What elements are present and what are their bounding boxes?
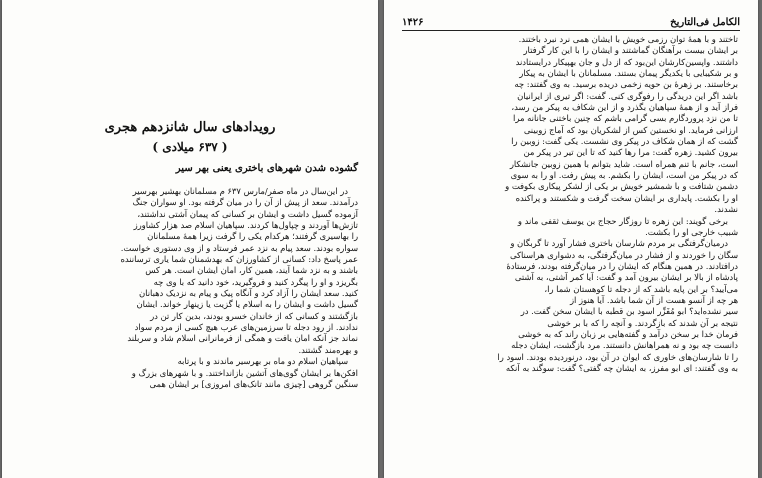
left-page-body (24, 186, 358, 390)
text-line: باشد اگر این دریدگی را رفوگری کنی. گفت: اگر تیری از ایرانیان (517, 90, 738, 101)
text-line: فرمان خدا بر سخن درآمد و گفته‌هایی بر زبان راند که به خوشی (518, 328, 738, 339)
text-line: عمر پاسخ داد: کسانی از کشاورزان که بهدشمنان شما یاری ترساننده (120, 254, 358, 265)
text-line: بازگشتند و کسانی که از خاندان خسرو بودند، بدین کار تن در (150, 310, 358, 321)
text-line: نتیجه بر آن شدند که بازگردند. و آنچه را که با بر خوشی (547, 317, 738, 328)
text-line: را بهاسیری گرفتند؛ هرکدام یکی را گرفت زیرا همهٔ مسلمانان (147, 231, 358, 242)
left-page (2, 0, 378, 478)
text-line: باشند و به نزد شما آیند، همین کار، امان ایشان است. هر کس (145, 265, 358, 276)
text-line: شبیب خارجی او را بکشت. (645, 226, 738, 237)
text-line: می‌آیید؟ بر این پایه باشد که از دجله تا کوهستان شما را، (544, 283, 738, 294)
text-line: درمیان‌گرفتگی بر مردم شارسان باختری فشار آورد تا گربگان و (510, 238, 728, 249)
chapter-title: رویدادهای سال شانزدهم هجری (104, 120, 276, 135)
text-line: پادشاه از بالا بر ایشان بیرون آمد و گفت: آیا کمر آشتی، به آشتی (514, 272, 738, 283)
running-header (402, 14, 740, 31)
right-page (384, 0, 758, 478)
text-line: بگریزد و او را پیگرد کنید و فروگیرید، خود دانید که با وی چه (153, 276, 358, 287)
page-number: ۱۴۲۶ (402, 17, 424, 28)
text-line: گشت که از همان شکاف در پیکر وی نشست. یکی گفت: زوبین را (511, 136, 738, 147)
text-line: سگان را خوردند و از فشار در میان‌گرفتگی، به دشواری هراسناکی (509, 249, 738, 260)
text-line: گسیل داشت و ایشان را به اسلام یا گزیت یا زینهار خواند. ایشان (136, 299, 358, 310)
text-line: را تا شارسان‌های خاوری که ایوان در آن بود، درنوردیده بودند. اسود را (497, 351, 738, 362)
text-line: تا من نزد پروردگارم بسی گرامی باشم که چنین باختنی جانانه مرا (513, 113, 738, 124)
text-line: کنید. سعد ایشان را آزاد کرد و آنگاه پیک و پیام به نزدیک دهبانان (139, 288, 358, 299)
text-line: آزموده گسیل داشت و ایشان بر کسانی که پیمان آشتی نداشتند، (137, 208, 358, 219)
text-line: و بهره‌مند گشتند. (298, 344, 358, 355)
text-line: بر ایشان بیست برآهنگان گماشتند و ایشان را با این کار گرفتار (523, 45, 738, 56)
chapter-subtitle: ( ۶۳۷ میلادی ) (152, 140, 228, 154)
text-line: سیر نشده‌اید؟ ابو مُفَزِّر اسود بن قطبه با ایشان سخن گفت. در (520, 306, 738, 317)
text-line: افکن‌ها بر ایشان گوی‌های آتشین بازانداختند. و با شهرهای بزرگ و (131, 367, 358, 378)
text-line: او را بکشت. پایداری بر ایشان سخت گرفت و شکستند و پراکنده (515, 192, 738, 203)
text-line: و بر شکیبایی با یکدیگر پیمان بستند. مسلمانان با ایشان به پیکار (519, 68, 738, 79)
text-line: سواره بودند. سعد پیام به نزد عمر فرستاد و از وی دستوری خواست. (120, 242, 358, 253)
text-line: نشدند. (714, 204, 738, 215)
text-line: دشمن شتافت و با شمشیر خویش بر یکی از لشکر پیکاری بکوفت و (505, 181, 738, 192)
text-line: در این‌سال در ماه صفر/مارس ۶۳۷ م مسلمانان بهشیر بهرسیر (132, 186, 348, 196)
text-line: درافتادند. در همین هنگام که ایشان را در میان‌گرفته بودند، فرستادهٔ (506, 260, 738, 271)
text-line: داشتند. واپسین‌کارشان این‌بود که از دل و جان بهپیکار درایستادند (515, 56, 738, 67)
text-line: تاختند و با همهٔ توان رزمی خویش با ایشان همی نرد نبرد باختند. (518, 34, 738, 44)
text-line: نماند جز آنکه امان یافت و همگی از فرمانرانی اسلام شاد و سربلند (127, 333, 358, 344)
right-page-body (406, 34, 738, 374)
text-line: سنگین گروهی [چیزی مانند تانک‌های امروزی] بر ایشان همی (149, 378, 358, 389)
text-line: به وی گفتند: ای ابو مفرز، به ایشان چه گفتی؟ گفت: سوگند به آنکه (505, 362, 738, 373)
text-line: تازش‌ها آوردند و چپاول‌ها کردند. سپاهیان اسلام صد هزار کشاورز (133, 220, 358, 231)
text-line: که در پیکر من است، ایشان را بکشم. به پیش رفت. او را به سوی (510, 170, 738, 181)
book-title: الکامل فی‌التاریخ (670, 17, 740, 28)
text-line: سپاهیان اسلام دو ماه بر بهرسیر ماندند و با پرتابه (177, 356, 348, 367)
text-line: هر چه از آنسو هست از آن شما باشد. آیا هنوز از (569, 294, 738, 305)
section-title: گشوده شدن شهرهای باختری یعنی بهر سیر (175, 163, 358, 174)
text-line: ارزانی فرماید. او نخستین کس از لشکریان بود که آماج زوبینی (523, 124, 738, 135)
text-line: ندادند. از رود دجله تا سرزمین‌های عرب هیچ کسی از مردم سواد (134, 322, 358, 333)
text-line: دانست چه بود و نه همراهانش دانستند. مرد بازگشت، ایشان دجله (511, 340, 738, 351)
text-line: است، جانم با تنم همراه است. شاید بتوانم با همین زوبین جانشکار (509, 158, 738, 169)
text-line: درآمدند. سعد از پیش از آن را در میان گرفته بود. او سواران جنگ (132, 197, 358, 208)
text-line: بیرون کشید. زهره گفت: مرا رها کنید که تا این تیر در پیکر من (523, 147, 738, 158)
text-line: برخی گویند: این زهره تا روزگار حجاج بن یوسف ثقفی ماند و (517, 215, 728, 226)
text-line: فراز آید و از همهٔ سپاهیان بگذرد و از این شکاف به پیکر من رسد، (511, 102, 738, 113)
text-line: برخاستند. بر زهرهٔ بن حویه زخمی دریده برسید. به وی گفتند: چه (514, 79, 738, 90)
